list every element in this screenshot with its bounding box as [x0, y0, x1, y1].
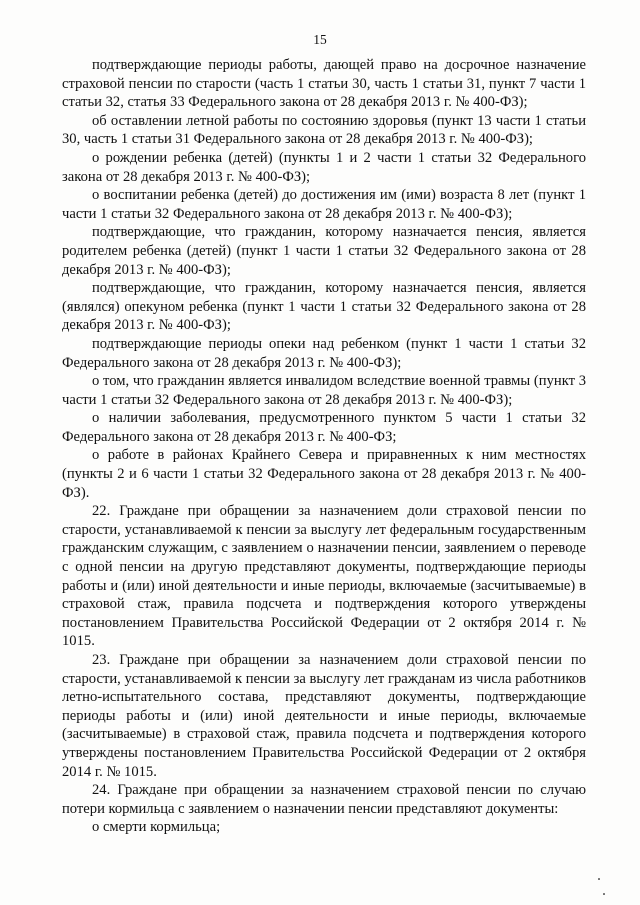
- paragraph-item-22: 22. Граждане при обращении за назначением доли страховой пенсии по старости, устанавливаемой к пенсии за выслугу лет федеральным государственным гражданским служащим, с заявлением о назначении пенсии, заявлением о переводе с одной пенсии на другую представляют документы, подтверждающие периоды работы и (или) иной деятельности и иные периоды, включаемые (засчитываемые) в страховой стаж, правила подсчета и подтверждения которого утверждены постановлением Правительства Российской Федерации от 2 октября 2014 г. № 1015.: [62, 503, 586, 650]
- paragraph-work-periods: подтверждающие периоды работы, дающей право на досрочное назначение страховой пенсии по старости (часть 1 статьи 30, часть 1 статьи 31, пункт 7 части 1 статьи 32, статья 33 Федерального закона от 28 декабря 2013 г. № 400-ФЗ);: [62, 57, 586, 111]
- scan-speck: [603, 893, 605, 895]
- document-body: [62, 56, 586, 837]
- paragraph-child-upbringing: о воспитании ребенка (детей) до достижения им (ими) возраста 8 лет (пункт 1 части 1 статьи 32 Федерального закона от 28 декабря 2013 г. № 400-ФЗ);: [62, 187, 586, 222]
- scan-speck: [598, 878, 600, 880]
- page-number: 15: [313, 32, 327, 47]
- paragraph-disease: о наличии заболевания, предусмотренного пунктом 5 части 1 статьи 32 Федерального закона от 28 декабря 2013 г. № 400-ФЗ;: [62, 410, 586, 445]
- paragraph-flight-work: об оставлении летной работы по состоянию здоровья (пункт 13 части 1 статьи 30, часть 1 статьи 31 Федерального закона от 28 декабря 2013 г. № 400-ФЗ);: [62, 112, 586, 148]
- paragraph-child-birth: о рождении ребенка (детей) (пункты 1 и 2 части 1 статьи 32 Федерального закона от 28 декабря 2013 г. № 400-ФЗ);: [62, 149, 586, 185]
- paragraph-item-23: 23. Граждане при обращении за назначением доли страховой пенсии по старости, устанавливаемой к пенсии за выслугу лет гражданам из числа работников летно-испытательного состава, представляют документы, подтверждающие периоды работы и (или) иной деятельности и иные периоды, включаемые (засчитываемые) в страховой стаж, правила подсчета и подтверждения которого утверждены постановлением Правительства Российской Федерации от 2 октября 2014 г. № 1015.: [62, 652, 586, 780]
- paragraph-item-24: 24. Граждане при обращении за назначением страховой пенсии по случаю потери кормильца с заявлением о назначении пенсии представляют документы:: [62, 782, 586, 817]
- paragraph-breadwinner-death: о смерти кормильца;: [92, 819, 221, 836]
- paragraph-far-north: о работе в районах Крайнего Севера и приравненных к ним местностях (пункты 2 и 6 части 1 статьи 32 Федерального закона от 28 декабря 2013 г. № 400-ФЗ).: [62, 447, 586, 501]
- paragraph-military-injury: о том, что гражданин является инвалидом вследствие военной травмы (пункт 3 части 1 статьи 32 Федерального закона от 28 декабря 2013 г. № 400-ФЗ);: [62, 373, 586, 408]
- paragraph-parent: подтверждающие, что гражданин, которому назначается пенсия, является родителем ребенка (детей) (пункт 1 части 1 статьи 32 Федерального закона от 28 декабря 2013 г. № 400-ФЗ);: [62, 224, 586, 278]
- paragraph-guardian: подтверждающие, что гражданин, которому назначается пенсия, является (являлся) опекуном ребенка (пункт 1 части 1 статьи 32 Федерального закона от 28 декабря 2013 г. № 400-ФЗ);: [62, 280, 586, 334]
- paragraph-guardianship-periods: подтверждающие периоды опеки над ребенком (пункт 1 части 1 статьи 32 Федерального закона от 28 декабря 2013 г. № 400-ФЗ);: [62, 335, 586, 371]
